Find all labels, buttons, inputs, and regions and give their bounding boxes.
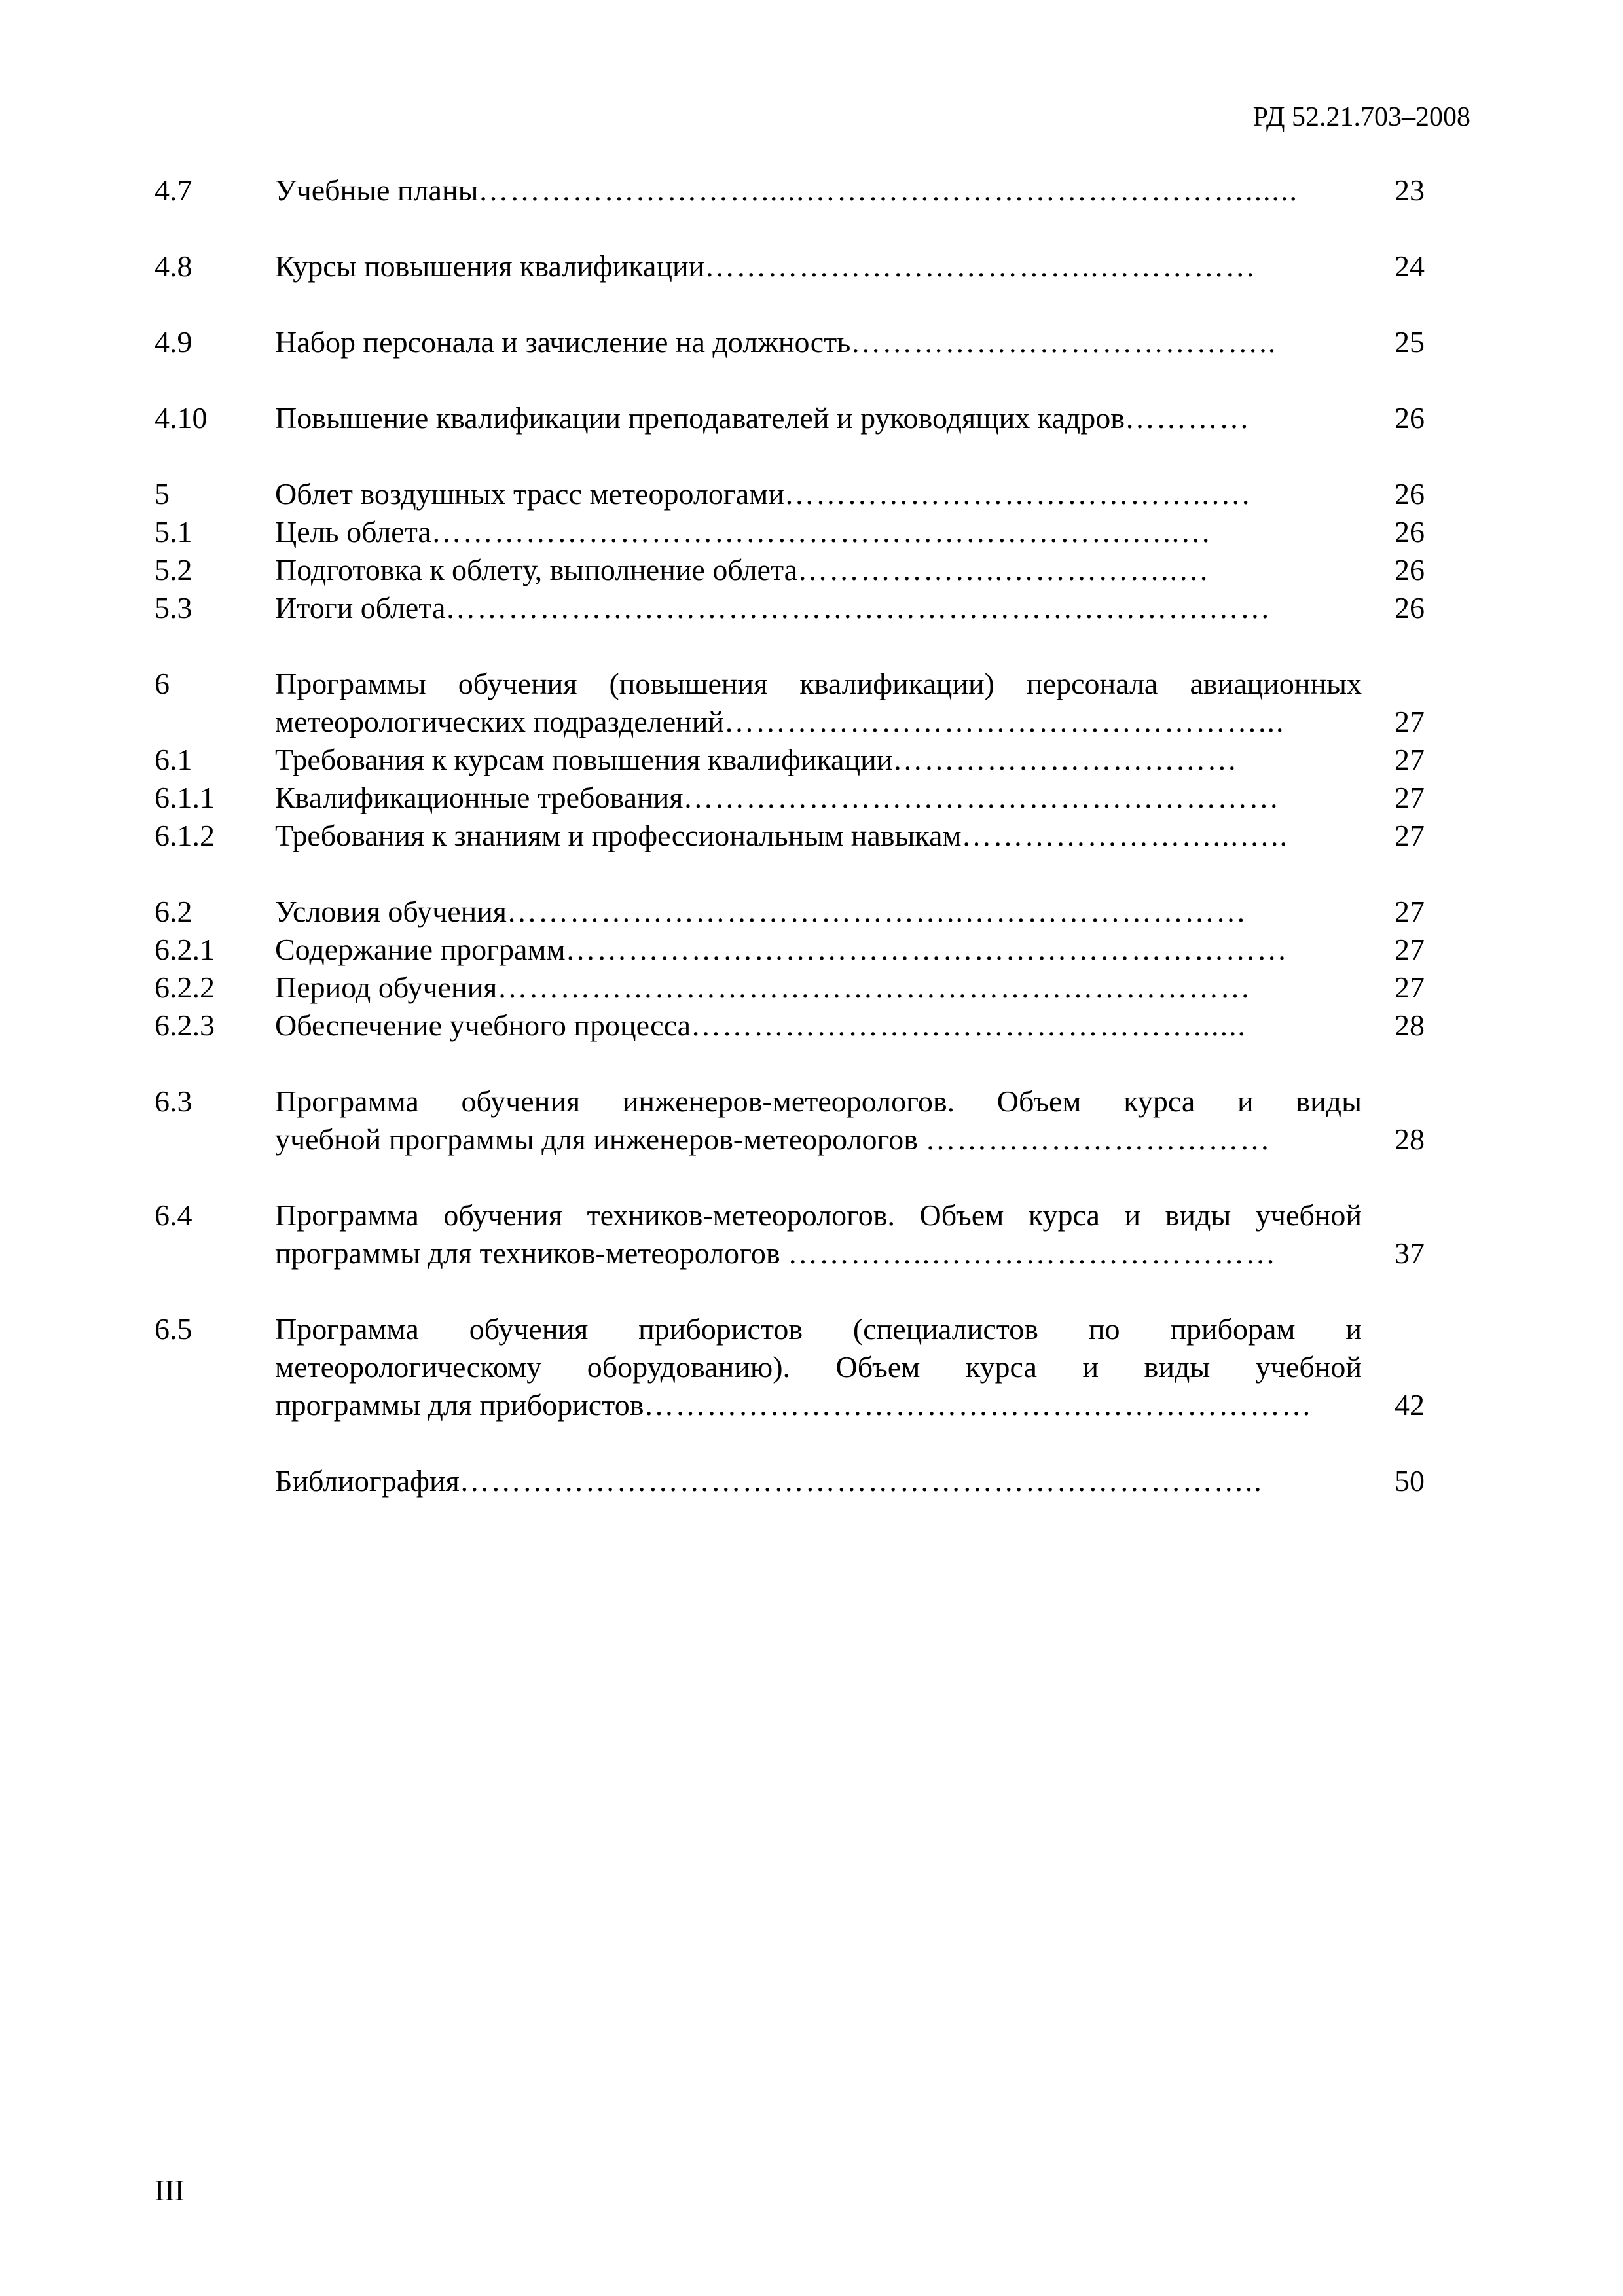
toc-entry-title bbox=[275, 893, 1362, 931]
toc-entry-title-line bbox=[275, 969, 1362, 1007]
toc-entry-title bbox=[275, 513, 1362, 551]
toc-entry-number: 6.5 bbox=[155, 1312, 192, 1346]
toc-entry-page-number: 28 bbox=[1395, 1122, 1425, 1156]
toc-entry-number: 6.2.3 bbox=[155, 1009, 215, 1042]
toc-entry-text: Повышение квалификации преподавателей и руководящих кадров bbox=[275, 401, 1125, 435]
toc-entry bbox=[155, 513, 1425, 551]
toc-entry-number: 6.2 bbox=[155, 895, 192, 928]
table-of-contents bbox=[155, 171, 1425, 1500]
toc-entry bbox=[155, 1310, 1425, 1424]
toc-entry-title bbox=[275, 475, 1362, 513]
toc-entry-title-line bbox=[275, 513, 1362, 551]
toc-entry bbox=[155, 171, 1425, 209]
toc-entry-title-line bbox=[275, 741, 1362, 779]
toc-entry-number: 5.2 bbox=[155, 553, 192, 586]
toc-entry-page-number: 50 bbox=[1395, 1464, 1425, 1498]
toc-entry-leader-dots: ………………………………………………………….…..… bbox=[431, 515, 1213, 548]
toc-entry bbox=[155, 931, 1425, 969]
toc-entry-page-number: 23 bbox=[1395, 173, 1425, 207]
toc-entry-text: Программа обучения инженеров-метеорологов. Объем курса и виды bbox=[275, 1085, 1362, 1118]
toc-entry bbox=[155, 1196, 1425, 1272]
toc-entry-leader-dots: ……………………...….. bbox=[961, 819, 1289, 852]
toc-entry-number: 6.4 bbox=[155, 1198, 192, 1232]
toc-entry-title-line bbox=[275, 1121, 1362, 1158]
toc-entry-title-line bbox=[275, 893, 1362, 931]
toc-entry-page-number: 27 bbox=[1395, 895, 1425, 928]
toc-entry bbox=[155, 551, 1425, 589]
toc-entry-page-number: 27 bbox=[1395, 705, 1425, 738]
toc-entry-text: Цель облета bbox=[275, 515, 431, 548]
toc-entry-leader-dots: …………..…………………………… bbox=[788, 1236, 1277, 1270]
toc-entry-number: 5.3 bbox=[155, 591, 192, 624]
toc-entry-text: Подготовка к облету, выполнение облета bbox=[275, 553, 798, 586]
toc-entry-title-line bbox=[275, 247, 1362, 285]
toc-entry-title-line bbox=[275, 399, 1362, 437]
toc-entry-number: 4.7 bbox=[155, 173, 192, 207]
toc-entry-title bbox=[275, 589, 1362, 627]
toc-entry-title bbox=[275, 665, 1362, 741]
toc-entry-page-number: 28 bbox=[1395, 1009, 1425, 1042]
toc-entry-text: Набор персонала и зачисление на должность bbox=[275, 325, 851, 359]
toc-entry-page-number: 27 bbox=[1395, 933, 1425, 966]
toc-entry-page-number: 26 bbox=[1395, 401, 1425, 435]
toc-entry-leader-dots: ………… bbox=[1124, 401, 1250, 435]
toc-entry-title bbox=[275, 1196, 1362, 1272]
toc-entry-leader-dots: …………………………………..…. bbox=[784, 477, 1251, 511]
toc-entry-number: 6.2.1 bbox=[155, 933, 215, 966]
toc-entry-title bbox=[275, 323, 1362, 361]
toc-entry-page-number: 37 bbox=[1395, 1236, 1425, 1270]
toc-entry-title bbox=[275, 1007, 1362, 1045]
toc-entry-text: Программы обучения (повышения квалификации) персонала авиационных bbox=[275, 667, 1362, 700]
toc-entry-title-line bbox=[275, 1386, 1362, 1424]
toc-entry bbox=[155, 817, 1425, 855]
toc-entry-leader-dots: …………………………… bbox=[925, 1122, 1271, 1156]
toc-entry-number: 4.9 bbox=[155, 325, 192, 359]
toc-entry-number: 6.1.1 bbox=[155, 781, 215, 814]
toc-entry-text: метеорологических подразделений bbox=[275, 705, 724, 738]
toc-entry-page-number: 27 bbox=[1395, 971, 1425, 1004]
toc-entry-title-line bbox=[275, 1310, 1362, 1348]
toc-entry-text: Обеспечение учебного процесса bbox=[275, 1009, 691, 1042]
toc-entry-page-number: 26 bbox=[1395, 515, 1425, 548]
toc-entry bbox=[155, 1083, 1425, 1158]
toc-entry-text: Библиография bbox=[275, 1464, 460, 1498]
toc-entry-title-line bbox=[275, 551, 1362, 589]
toc-entry-page-number: 27 bbox=[1395, 781, 1425, 814]
toc-entry-leader-dots: ………………………………..…………… bbox=[704, 249, 1257, 283]
toc-entry-title-line bbox=[275, 931, 1362, 969]
toc-entry-text: Требования к знаниям и профессиональным навыкам bbox=[275, 819, 962, 852]
toc-entry-title bbox=[275, 399, 1362, 437]
toc-entry-number: 6.2.2 bbox=[155, 971, 215, 1004]
toc-entry-title-line bbox=[275, 323, 1362, 361]
toc-entry-title-line bbox=[275, 1083, 1362, 1121]
toc-entry bbox=[155, 893, 1425, 931]
toc-entry-number: 5.1 bbox=[155, 515, 192, 548]
toc-entry-leader-dots: ……………………………………………………………….…… bbox=[445, 591, 1271, 624]
toc-entry-number: 4.10 bbox=[155, 401, 208, 435]
toc-entry-page-number: 24 bbox=[1395, 249, 1425, 283]
toc-entry-title bbox=[275, 741, 1362, 779]
toc-entry-text: программы для прибористов bbox=[275, 1388, 644, 1422]
toc-entry bbox=[155, 665, 1425, 741]
toc-entry-title bbox=[275, 931, 1362, 969]
toc-entry-title bbox=[275, 1462, 1362, 1500]
toc-entry-title-line bbox=[275, 817, 1362, 855]
toc-entry-leader-dots: ………………………………………………………………….. bbox=[459, 1464, 1263, 1498]
toc-entry-leader-dots: ………………………………….. bbox=[850, 325, 1277, 359]
toc-entry-title-line bbox=[275, 171, 1362, 209]
toc-entry-leader-dots: ………………..……………..… bbox=[797, 553, 1211, 586]
toc-entry-title-line bbox=[275, 703, 1362, 741]
toc-entry-text: Условия обучения bbox=[275, 895, 507, 928]
toc-entry-number: 6.1 bbox=[155, 743, 192, 776]
toc-entry-text: учебной программы для инженеров-метеорологов bbox=[275, 1122, 926, 1156]
toc-entry bbox=[155, 323, 1425, 361]
toc-entry-number: 6 bbox=[155, 667, 170, 700]
toc-entry bbox=[155, 475, 1425, 513]
toc-entry-leader-dots: ……………………………………………... bbox=[723, 705, 1285, 738]
toc-entry-leader-dots: ………………………………………………… bbox=[683, 781, 1281, 814]
toc-entry bbox=[155, 1007, 1425, 1045]
toc-entry-page-number: 26 bbox=[1395, 553, 1425, 586]
toc-entry-title bbox=[275, 551, 1362, 589]
toc-entry-title-line bbox=[275, 665, 1362, 703]
toc-entry-text: Содержание программ bbox=[275, 933, 566, 966]
toc-entry-title-line bbox=[275, 475, 1362, 513]
toc-entry-text: Облет воздушных трасс метеорологами bbox=[275, 477, 784, 511]
toc-entry-number: 6.1.2 bbox=[155, 819, 215, 852]
toc-entry-title-line bbox=[275, 1234, 1362, 1272]
toc-entry-page-number: 27 bbox=[1395, 819, 1425, 852]
toc-entry-text: Период обучения bbox=[275, 971, 498, 1004]
toc-entry-page-number: 26 bbox=[1395, 477, 1425, 511]
toc-entry-text: метеорологическому оборудованию). Объем курса и виды учебной bbox=[275, 1350, 1362, 1384]
toc-entry-leader-dots: …………………………………………...... bbox=[691, 1009, 1247, 1042]
toc-entry-leader-dots: …………………………………….………………… bbox=[644, 1388, 1313, 1422]
toc-entry bbox=[155, 779, 1425, 817]
page-number: III bbox=[155, 2174, 185, 2207]
toc-entry-text: Итоги облета bbox=[275, 591, 446, 624]
toc-entry-leader-dots: ……………………………………………………………… bbox=[497, 971, 1252, 1004]
toc-entry-title-line bbox=[275, 1007, 1362, 1045]
toc-entry bbox=[155, 589, 1425, 627]
document-code: РД 52.21.703–2008 bbox=[1252, 102, 1470, 132]
toc-entry-title bbox=[275, 817, 1362, 855]
toc-entry-title bbox=[275, 1083, 1362, 1158]
toc-entry-title bbox=[275, 247, 1362, 285]
toc-entry bbox=[155, 1462, 1425, 1500]
toc-entry-title bbox=[275, 171, 1362, 209]
toc-entry-page-number: 26 bbox=[1395, 591, 1425, 624]
toc-entry-title bbox=[275, 1310, 1362, 1424]
toc-entry-number: 6.3 bbox=[155, 1085, 192, 1118]
toc-entry-text: программы для техников-метеорологов bbox=[275, 1236, 788, 1270]
toc-entry-leader-dots: ……………………………………..……………………… bbox=[507, 895, 1248, 928]
toc-entry-text: Требования к курсам повышения квалификации bbox=[275, 743, 893, 776]
toc-entry-page-number: 25 bbox=[1395, 325, 1425, 359]
toc-entry bbox=[155, 969, 1425, 1007]
toc-entry-title-line bbox=[275, 589, 1362, 627]
toc-entry-title-line bbox=[275, 1196, 1362, 1234]
toc-entry-leader-dots: …………………………… bbox=[892, 743, 1239, 776]
toc-entry bbox=[155, 399, 1425, 437]
toc-entry-leader-dots: ……………………….....……………………………………...... bbox=[478, 173, 1298, 207]
toc-entry-title bbox=[275, 969, 1362, 1007]
toc-entry-text: Квалификационные требования bbox=[275, 781, 684, 814]
toc-entry-page-number: 27 bbox=[1395, 743, 1425, 776]
toc-entry-page-number: 42 bbox=[1395, 1388, 1425, 1422]
toc-entry-number: 4.8 bbox=[155, 249, 192, 283]
toc-entry-title-line bbox=[275, 1348, 1362, 1386]
toc-entry bbox=[155, 247, 1425, 285]
toc-entry-text: Учебные планы bbox=[275, 173, 479, 207]
toc-entry-text: Курсы повышения квалификации bbox=[275, 249, 705, 283]
toc-entry-title-line bbox=[275, 1462, 1362, 1500]
toc-entry-title-line bbox=[275, 779, 1362, 817]
toc-entry-number: 5 bbox=[155, 477, 170, 511]
toc-entry-title bbox=[275, 779, 1362, 817]
toc-entry bbox=[155, 741, 1425, 779]
toc-entry-text: Программа обучения техников-метеорологов. Объем курса и виды учебной bbox=[275, 1198, 1362, 1232]
toc-entry-leader-dots: …………………………………………………………… bbox=[565, 933, 1288, 966]
toc-entry-text: Программа обучения прибористов (специалистов по приборам и bbox=[275, 1312, 1362, 1346]
